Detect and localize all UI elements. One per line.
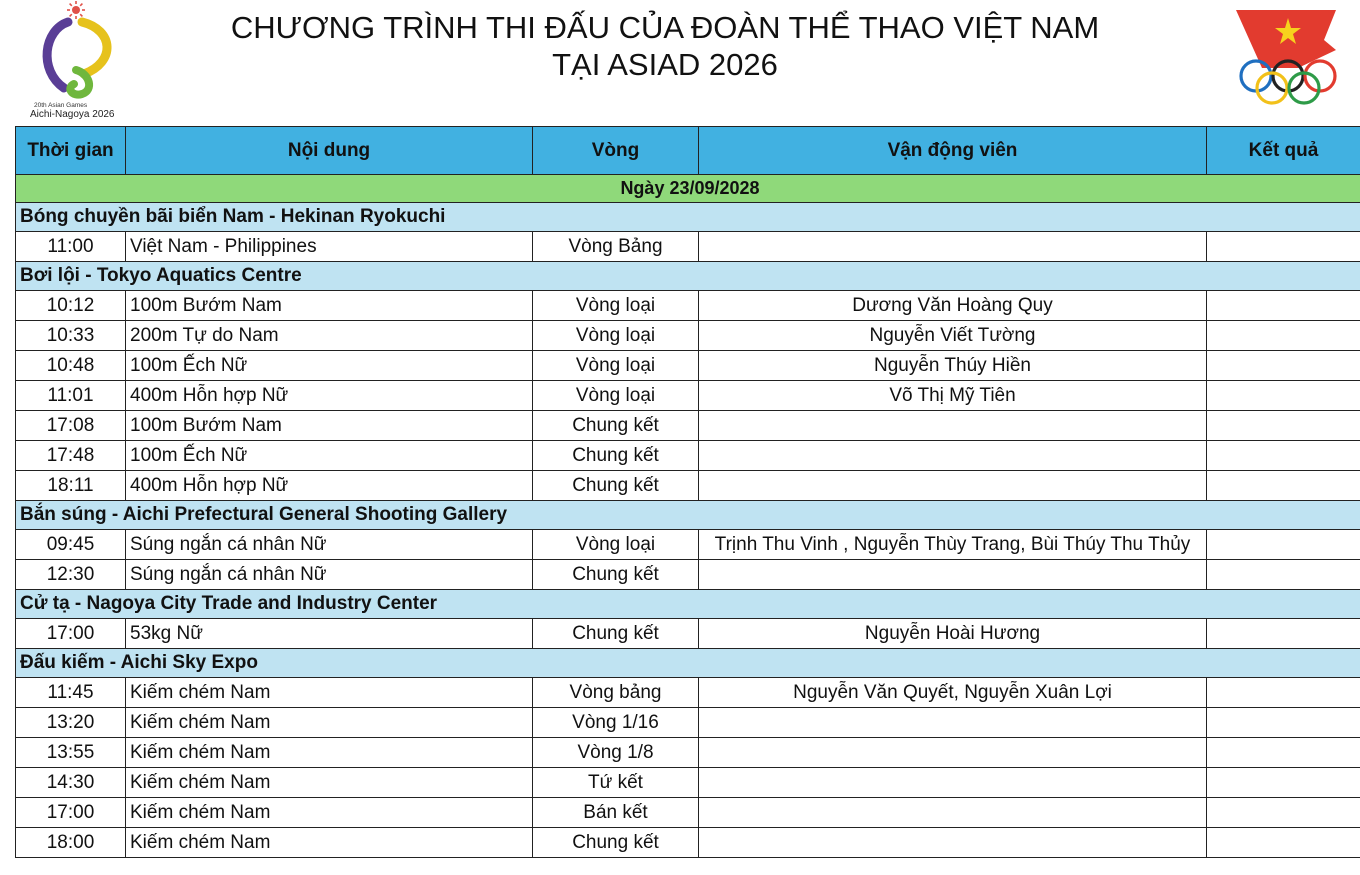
cell-event: Kiếm chém Nam xyxy=(126,678,533,708)
cell-time: 17:48 xyxy=(16,441,126,471)
cell-result xyxy=(1207,351,1360,381)
cell-event: 100m Bướm Nam xyxy=(126,411,533,441)
cell-event: 100m Ếch Nữ xyxy=(126,351,533,381)
cell-time: 17:08 xyxy=(16,411,126,441)
sport-row xyxy=(16,649,1360,678)
cell-time: 17:00 xyxy=(16,619,126,649)
cell-time: 11:01 xyxy=(16,381,126,411)
cell-round: Vòng Bảng xyxy=(533,232,699,262)
column-header-athletes: Vận động viên xyxy=(699,127,1207,175)
cell-event: 100m Bướm Nam xyxy=(126,291,533,321)
cell-time: 10:48 xyxy=(16,351,126,381)
table-row xyxy=(16,560,1360,590)
cell-result xyxy=(1207,560,1360,590)
cell-round: Bán kết xyxy=(533,798,699,828)
cell-time: 18:00 xyxy=(16,828,126,858)
cell-result xyxy=(1207,738,1360,768)
table-row xyxy=(16,678,1360,708)
cell-event: 200m Tự do Nam xyxy=(126,321,533,351)
cell-athletes xyxy=(699,798,1207,828)
table-row xyxy=(16,351,1360,381)
cell-round: Vòng 1/8 xyxy=(533,738,699,768)
cell-round: Vòng loại xyxy=(533,321,699,351)
column-header-time: Thời gian xyxy=(16,127,126,175)
table-row xyxy=(16,619,1360,649)
cell-athletes xyxy=(699,560,1207,590)
table-row xyxy=(16,291,1360,321)
cell-result xyxy=(1207,619,1360,649)
cell-event: Việt Nam - Philippines xyxy=(126,232,533,262)
cell-round: Chung kết xyxy=(533,619,699,649)
table-row xyxy=(16,411,1360,441)
logo-caption-line2: Aichi-Nagoya 2026 xyxy=(30,109,115,120)
cell-result xyxy=(1207,291,1360,321)
cell-round: Chung kết xyxy=(533,471,699,501)
cell-event: Kiếm chém Nam xyxy=(126,738,533,768)
column-header-result: Kết quả xyxy=(1207,127,1360,175)
table-row xyxy=(16,798,1360,828)
cell-athletes xyxy=(699,441,1207,471)
cell-result xyxy=(1207,381,1360,411)
column-header-round: Vòng xyxy=(533,127,699,175)
cell-athletes xyxy=(699,738,1207,768)
cell-event: Súng ngắn cá nhân Nữ xyxy=(126,530,533,560)
asian-games-logo xyxy=(24,0,134,122)
sport-row xyxy=(16,590,1360,619)
cell-round: Chung kết xyxy=(533,828,699,858)
cell-athletes: Nguyễn Văn Quyết, Nguyễn Xuân Lợi xyxy=(699,678,1207,708)
cell-athletes xyxy=(699,708,1207,738)
table-row xyxy=(16,738,1360,768)
table-row xyxy=(16,708,1360,738)
cell-athletes xyxy=(699,828,1207,858)
cell-round: Vòng bảng xyxy=(533,678,699,708)
page-title-line2: TẠI ASIAD 2026 xyxy=(552,47,778,82)
cell-round: Chung kết xyxy=(533,441,699,471)
cell-athletes: Nguyễn Viết Tường xyxy=(699,321,1207,351)
cell-event: Kiếm chém Nam xyxy=(126,708,533,738)
table-row xyxy=(16,232,1360,262)
cell-event: Kiếm chém Nam xyxy=(126,768,533,798)
cell-time: 13:20 xyxy=(16,708,126,738)
sport-title: Đấu kiếm - Aichi Sky Expo xyxy=(16,649,1360,678)
cell-round: Chung kết xyxy=(533,411,699,441)
cell-time: 12:30 xyxy=(16,560,126,590)
sport-title: Bơi lội - Tokyo Aquatics Centre xyxy=(16,262,1360,291)
cell-athletes xyxy=(699,471,1207,501)
cell-result xyxy=(1207,530,1360,560)
cell-athletes: Trịnh Thu Vinh , Nguyễn Thùy Trang, Bùi Thúy Thu Thủy xyxy=(699,530,1207,560)
sport-row xyxy=(16,262,1360,291)
cell-athletes: Võ Thị Mỹ Tiên xyxy=(699,381,1207,411)
table-row xyxy=(16,768,1360,798)
table-row xyxy=(16,828,1360,858)
cell-round: Vòng loại xyxy=(533,351,699,381)
table-row xyxy=(16,321,1360,351)
table-row xyxy=(16,530,1360,560)
cell-time: 18:11 xyxy=(16,471,126,501)
cell-event: Súng ngắn cá nhân Nữ xyxy=(126,560,533,590)
cell-result xyxy=(1207,768,1360,798)
sport-title: Bắn súng - Aichi Prefectural General Shooting Gallery xyxy=(16,501,1360,530)
cell-result xyxy=(1207,678,1360,708)
table-row xyxy=(16,381,1360,411)
cell-time: 11:45 xyxy=(16,678,126,708)
cell-time: 09:45 xyxy=(16,530,126,560)
cell-athletes: Nguyễn Thúy Hiền xyxy=(699,351,1207,381)
table-row xyxy=(16,471,1360,501)
logo-caption-line1: 20th Asian Games xyxy=(34,102,88,109)
cell-result xyxy=(1207,471,1360,501)
cell-event: 400m Hỗn hợp Nữ xyxy=(126,471,533,501)
page-title-line1: CHƯƠNG TRÌNH THI ĐẤU CỦA ĐOÀN THỂ THAO VIỆT NAM xyxy=(230,10,1100,45)
sport-row xyxy=(16,501,1360,530)
cell-athletes xyxy=(699,411,1207,441)
sport-row xyxy=(16,203,1360,232)
cell-round: Tứ kết xyxy=(533,768,699,798)
cell-round: Vòng loại xyxy=(533,291,699,321)
cell-result xyxy=(1207,441,1360,471)
vietnam-olympic-logo xyxy=(1232,6,1342,106)
cell-round: Chung kết xyxy=(533,560,699,590)
cell-result xyxy=(1207,708,1360,738)
cell-time: 14:30 xyxy=(16,768,126,798)
column-header-event: Nội dung xyxy=(126,127,533,175)
cell-athletes xyxy=(699,232,1207,262)
cell-event: 400m Hỗn hợp Nữ xyxy=(126,381,533,411)
cell-time: 17:00 xyxy=(16,798,126,828)
cell-athletes: Nguyễn Hoài Hương xyxy=(699,619,1207,649)
cell-time: 13:55 xyxy=(16,738,126,768)
date-label: Ngày 23/09/2028 xyxy=(16,175,1360,203)
cell-result xyxy=(1207,321,1360,351)
cell-time: 11:00 xyxy=(16,232,126,262)
cell-result xyxy=(1207,232,1360,262)
cell-result xyxy=(1207,828,1360,858)
sport-title: Bóng chuyền bãi biển Nam - Hekinan Ryokuchi xyxy=(16,203,1360,232)
date-row xyxy=(16,175,1360,203)
schedule-table xyxy=(15,126,1360,858)
cell-event: Kiếm chém Nam xyxy=(126,828,533,858)
cell-athletes: Dương Văn Hoàng Quy xyxy=(699,291,1207,321)
page-header xyxy=(0,0,1360,126)
cell-result xyxy=(1207,411,1360,441)
cell-round: Vòng loại xyxy=(533,381,699,411)
cell-time: 10:12 xyxy=(16,291,126,321)
cell-event: 53kg Nữ xyxy=(126,619,533,649)
cell-result xyxy=(1207,798,1360,828)
cell-event: Kiếm chém Nam xyxy=(126,798,533,828)
table-header-row xyxy=(16,127,1360,175)
cell-round: Vòng 1/16 xyxy=(533,708,699,738)
cell-athletes xyxy=(699,768,1207,798)
sport-title: Cử tạ - Nagoya City Trade and Industry Center xyxy=(16,590,1360,619)
cell-time: 10:33 xyxy=(16,321,126,351)
cell-event: 100m Ếch Nữ xyxy=(126,441,533,471)
cell-round: Vòng loại xyxy=(533,530,699,560)
table-row xyxy=(16,441,1360,471)
